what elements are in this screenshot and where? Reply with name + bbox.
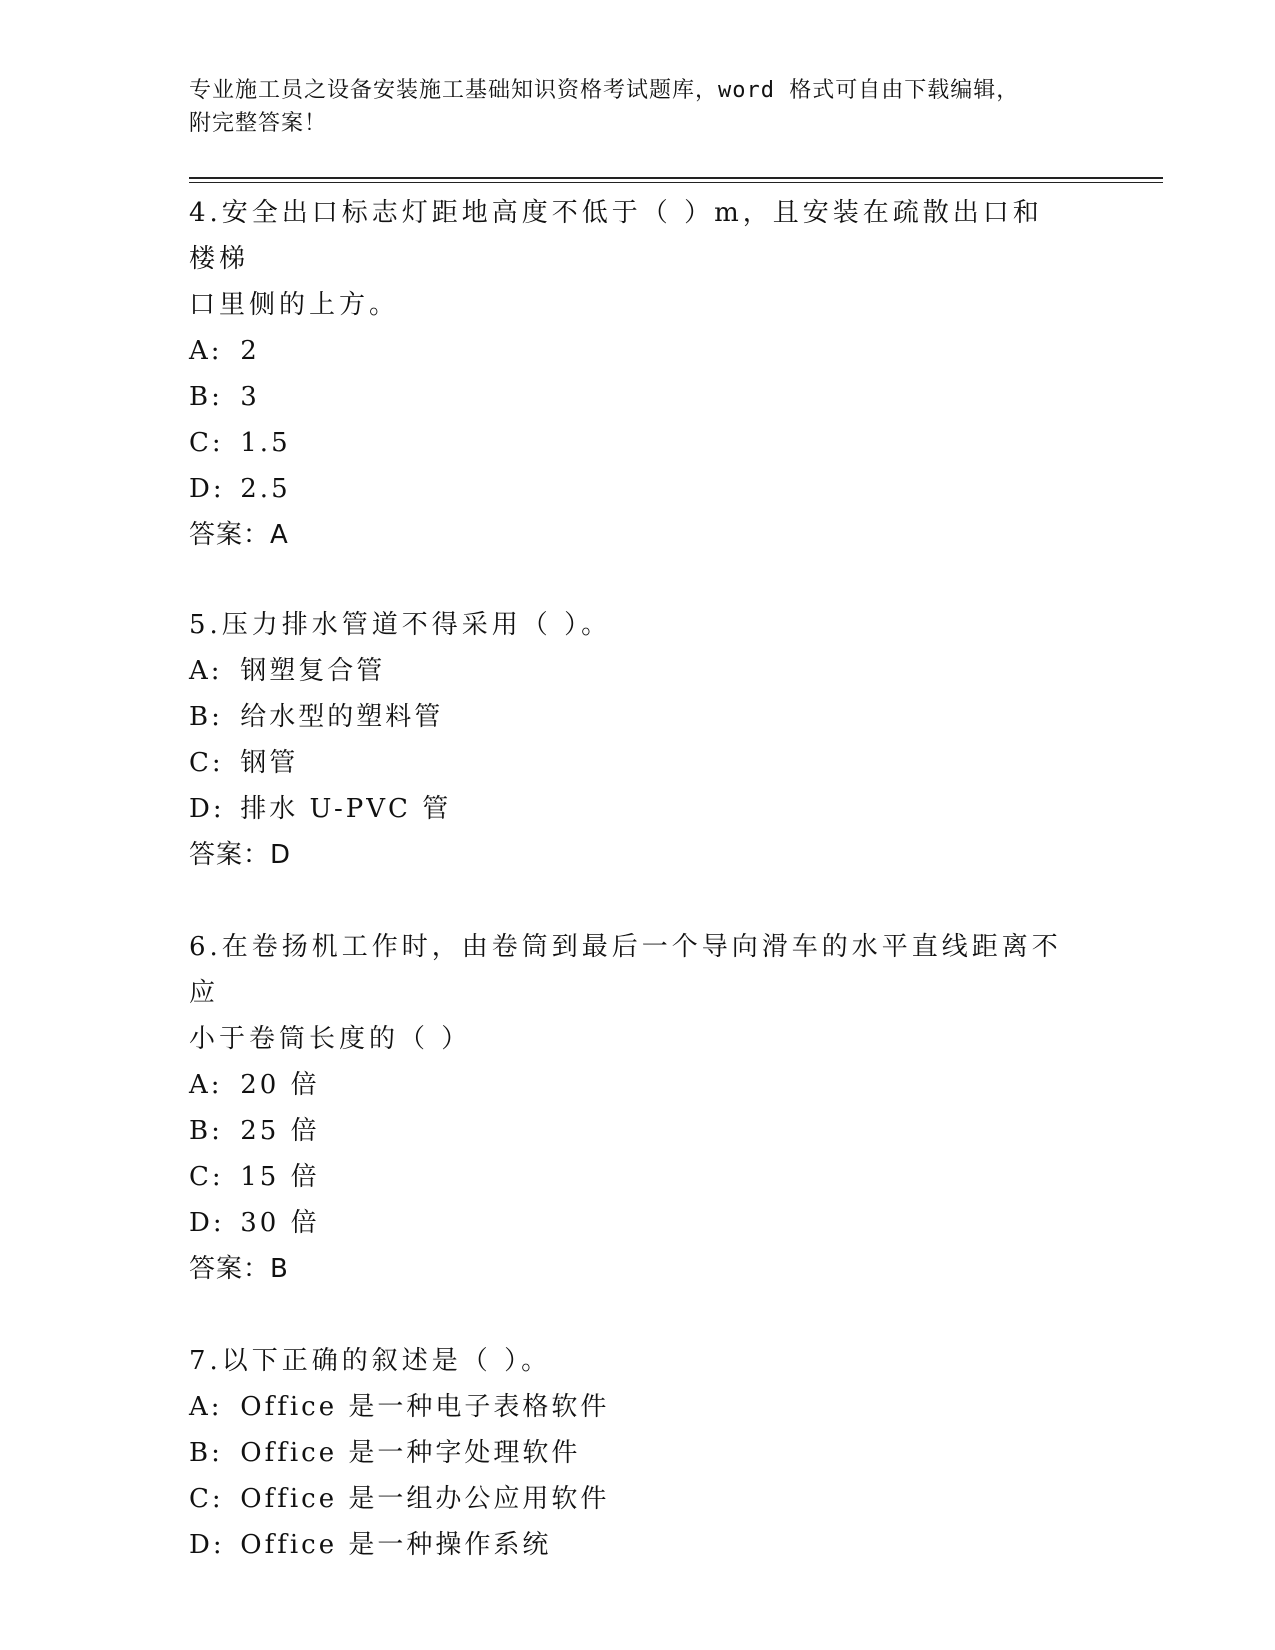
option-d — [189, 1200, 1089, 1246]
option-label: B: — [189, 702, 223, 732]
question-list — [189, 190, 1089, 1614]
option-c — [189, 1476, 1089, 1522]
option-label: A: — [189, 1070, 223, 1100]
question-5 — [189, 602, 1089, 878]
option-text: Office 是一种字处理软件 — [240, 1438, 581, 1468]
option-b — [189, 374, 1089, 420]
option-text: 25 倍 — [240, 1116, 320, 1146]
option-text: Office 是一种操作系统 — [240, 1530, 552, 1560]
option-b — [189, 1108, 1089, 1154]
question-7 — [189, 1338, 1089, 1568]
option-label: C: — [189, 1162, 224, 1192]
option-text: 30 倍 — [240, 1208, 320, 1238]
option-label: D: — [189, 794, 225, 824]
option-label: D: — [189, 1208, 225, 1238]
option-text: Office 是一种电子表格软件 — [240, 1392, 610, 1422]
option-text: 钢塑复合管 — [240, 656, 386, 686]
option-c — [189, 1154, 1089, 1200]
option-label: B: — [189, 382, 223, 412]
option-c — [189, 740, 1089, 786]
option-d — [189, 466, 1089, 512]
option-label: A: — [189, 336, 223, 366]
answer-line: 答案：B — [189, 1254, 289, 1284]
option-a — [189, 648, 1089, 694]
header-line-1: 专业施工员之设备安装施工基础知识资格考试题库，word 格式可自由下载编辑， — [189, 78, 1020, 103]
option-d — [189, 1522, 1089, 1568]
option-text: Office 是一组办公应用软件 — [240, 1484, 610, 1514]
question-6 — [189, 924, 1089, 1292]
question-stem — [189, 1338, 1069, 1384]
header-divider-thick — [189, 177, 1163, 179]
option-a — [189, 1384, 1089, 1430]
question-stem-line-1: 4.安全出口标志灯距地高度不低于（ ）m，且安装在疏散出口和楼梯 — [189, 198, 1043, 274]
question-stem-line-2: 小于卷筒长度的（ ） — [189, 1024, 472, 1054]
option-label: D: — [189, 474, 225, 504]
option-text: 20 倍 — [240, 1070, 320, 1100]
option-a — [189, 1062, 1089, 1108]
option-label: A: — [189, 1392, 223, 1422]
question-stem-line-1: 5.压力排水管道不得采用（ ）。 — [189, 610, 612, 640]
question-4 — [189, 190, 1089, 558]
option-label: C: — [189, 428, 224, 458]
answer-line: 答案：D — [189, 840, 292, 870]
option-b — [189, 1430, 1089, 1476]
header-line-2: 附完整答案！ — [189, 111, 328, 136]
option-text: 钢管 — [240, 748, 299, 778]
option-label: C: — [189, 1484, 224, 1514]
question-stem-line-1: 7.以下正确的叙述是（ ）。 — [189, 1346, 552, 1376]
question-stem-line-1: 6.在卷扬机工作时，由卷筒到最后一个导向滑车的水平直线距离不应 — [189, 932, 1062, 1008]
option-text: 2 — [240, 336, 260, 366]
option-label: B: — [189, 1438, 223, 1468]
option-c — [189, 420, 1089, 466]
document-header — [189, 74, 1069, 140]
header-divider-thin — [189, 182, 1163, 183]
option-text: 3 — [240, 382, 260, 412]
option-a — [189, 328, 1089, 374]
question-stem — [189, 602, 1069, 648]
option-text: 排水 U-PVC 管 — [240, 794, 452, 824]
question-stem — [189, 190, 1069, 328]
question-stem-line-2: 口里侧的上方。 — [189, 290, 400, 320]
question-stem — [189, 924, 1069, 1062]
option-label: C: — [189, 748, 224, 778]
answer-line: 答案：A — [189, 520, 289, 550]
option-label: B: — [189, 1116, 223, 1146]
option-d — [189, 786, 1089, 832]
option-text: 2.5 — [240, 474, 291, 504]
option-b — [189, 694, 1089, 740]
option-label: A: — [189, 656, 223, 686]
option-label: D: — [189, 1530, 225, 1560]
option-text: 1.5 — [240, 428, 291, 458]
option-text: 15 倍 — [240, 1162, 320, 1192]
option-text: 给水型的塑料管 — [240, 702, 444, 732]
